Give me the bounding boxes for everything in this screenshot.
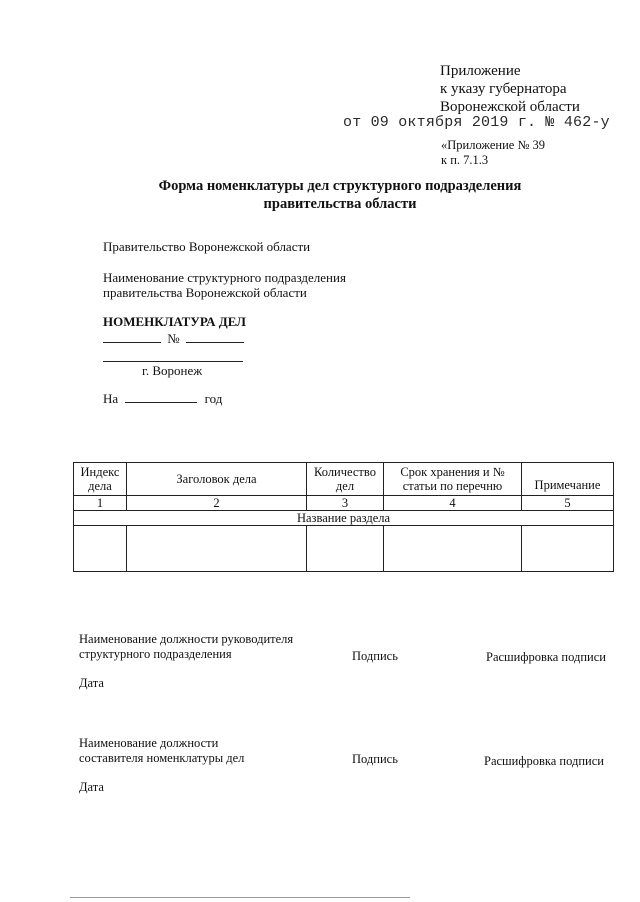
decree-stamp: от 09 октября 2019 г. № 462-у [343, 114, 610, 131]
signature-decoding-label: Расшифровка подписи [486, 650, 606, 664]
table-cell [127, 526, 307, 572]
number-blank [186, 330, 244, 343]
position-line: структурного подразделения [79, 647, 232, 661]
number-cell: 4 [384, 496, 522, 511]
nomenclature-number-line [103, 330, 244, 347]
header-cell: Срок хранения и № статьи по перечню [384, 463, 522, 496]
unit-name-line: Наименование структурного подразделения [103, 270, 346, 285]
table-header-row [74, 463, 614, 496]
signature-label: Подпись [352, 752, 398, 766]
signature-decoding-label: Расшифровка подписи [484, 754, 604, 768]
year-label: год [204, 391, 223, 406]
signature-position-1 [79, 632, 293, 662]
number-cell: 1 [74, 496, 127, 511]
number-cell: 5 [522, 496, 614, 511]
number-cell: 2 [127, 496, 307, 511]
table-cell [74, 526, 127, 572]
unit-name [103, 270, 346, 300]
number-cell: 3 [307, 496, 384, 511]
document-title [100, 177, 580, 213]
nomenclature-rule [103, 361, 243, 362]
date-label: Дата [79, 780, 104, 794]
year-line [103, 390, 222, 407]
date-label: Дата [79, 676, 104, 690]
appendix-line: к указу губернатора [440, 81, 567, 97]
header-cell: Индекс дела [74, 463, 127, 496]
city-label: г. Воронеж [142, 363, 203, 378]
position-line: Наименование должности [79, 736, 219, 750]
appendix-ref-line: к п. 7.1.3 [441, 153, 489, 167]
organization-name: Правительство Воронежской области [103, 239, 311, 254]
table-section-row [74, 511, 614, 526]
date-blank [103, 330, 161, 343]
number-sign: № [167, 331, 180, 346]
year-blank [125, 390, 197, 403]
nomenclature-table [73, 462, 614, 572]
unit-name-line: правительства Воронежской области [103, 285, 307, 300]
nomenclature-heading: НОМЕНКЛАТУРА ДЕЛ [103, 314, 246, 329]
header-cell: Количество дел [307, 463, 384, 496]
signature-label: Подпись [352, 649, 398, 663]
appendix-ref-line: «Приложение № 39 [441, 138, 546, 152]
signature-position-2 [79, 736, 244, 766]
appendix-header [440, 62, 580, 116]
bottom-rule [70, 897, 410, 898]
table-cell [522, 526, 614, 572]
header-cell: Примечание [522, 463, 614, 496]
appendix-line: Воронежской области [440, 99, 580, 115]
table-row [74, 526, 614, 572]
table-cell [384, 526, 522, 572]
appendix-reference [441, 138, 545, 168]
for-label: На [103, 391, 119, 406]
header-cell: Заголовок дела [127, 463, 307, 496]
appendix-line: Приложение [440, 63, 521, 79]
position-line: составителя номенклатуры дел [79, 751, 245, 765]
section-label: Название раздела [74, 511, 614, 526]
table-number-row [74, 496, 614, 511]
position-line: Наименование должности руководителя [79, 632, 294, 646]
table-cell [307, 526, 384, 572]
title-line: Форма номенклатуры дел структурного подразделения [158, 178, 522, 194]
title-line: правительства области [263, 196, 417, 212]
